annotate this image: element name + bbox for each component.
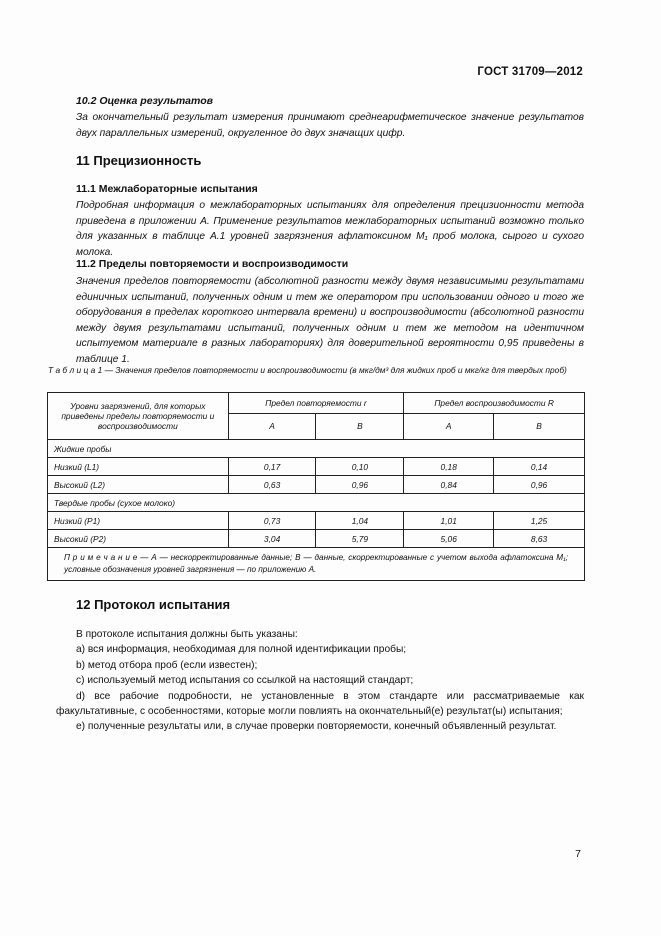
list-intro: В протоколе испытания должны быть указаны: — [76, 629, 298, 640]
cell: 1,25 — [494, 512, 585, 530]
table-note: П р и м е ч а н и е — А — нескорректированные данные; В — данные, скорректированные с учетом выхода афлатоксина M₁; условные обозначения уровней загрязнения — по приложению А. — [48, 548, 585, 581]
cell: 5,06 — [404, 530, 494, 548]
section-10-2-text: За окончательный результат измерения принимают среднеарифметическое значение результатов двух параллельных измерений, округленное до двух значащих цифр. — [76, 112, 584, 139]
subheader-a: A — [404, 413, 494, 439]
subheader-a: A — [228, 413, 316, 439]
list-item: d) все рабочие подробности, не установленные в этом стандарте или рассматриваемые как факультативные, с особенностями, которые могли повлиять на окончательный(е) результат(ы) испытания; — [56, 690, 584, 718]
cell: 0,96 — [494, 476, 585, 494]
cell: 0,14 — [494, 458, 585, 476]
subheader-b: B — [316, 413, 404, 439]
document-header: ГОСТ 31709—2012 — [477, 66, 583, 78]
group-liquid: Жидкие пробы — [48, 440, 585, 458]
row-label: Низкий (P1) — [48, 512, 229, 530]
header-reproducibility: Предел воспроизводимости R — [404, 393, 585, 414]
protocol-list — [56, 627, 584, 735]
list-item: a) вся информация, необходимая для полной идентификации пробы; — [76, 644, 407, 656]
row-label: Высокий (P2) — [48, 530, 229, 548]
section-12-heading: 12 Протокол испытания — [76, 597, 231, 612]
cell: 0,96 — [316, 476, 404, 494]
list-item: c) используемый метод испытания со ссылкой на настоящий стандарт; — [76, 675, 414, 687]
list-item: e) полученные результаты или, в случае проверки повторяемости, конечный объявленный результат. — [76, 721, 557, 733]
table-row — [48, 458, 585, 476]
cell: 0,10 — [316, 458, 404, 476]
list-item: b) метод отбора проб (если известен); — [76, 659, 258, 671]
row-label: Высокий (L2) — [48, 476, 229, 494]
section-11-2-heading: 11.2 Пределы повторяемости и воспроизводимости — [76, 258, 349, 270]
cell: 1,04 — [316, 512, 404, 530]
table-row — [48, 512, 585, 530]
table-row — [48, 530, 585, 548]
section-11-heading: 11 Прецизионность — [76, 153, 202, 168]
header-repeatability: Предел повторяемости r — [228, 393, 404, 414]
cell: 0,84 — [404, 476, 494, 494]
precision-table — [47, 392, 585, 581]
section-11-1-heading: 11.1 Межлабораторные испытания — [76, 183, 258, 195]
cell: 3,04 — [228, 530, 316, 548]
cell: 0,73 — [228, 512, 316, 530]
cell: 0,18 — [404, 458, 494, 476]
subheader-b: B — [494, 413, 585, 439]
section-10-2-heading: 10.2 Оценка результатов — [76, 95, 213, 107]
cell: 0,17 — [228, 458, 316, 476]
table-caption: Т а б л и ц а 1 — Значения пределов повторяемости и воспроизводимости (в мкг/дм³ для жидких проб и мкг/кг для твердых проб) — [48, 365, 567, 375]
cell: 0,63 — [228, 476, 316, 494]
table-row — [48, 476, 585, 494]
cell: 5,79 — [316, 530, 404, 548]
group-solid: Твердые пробы (сухое молоко) — [48, 494, 585, 512]
cell: 8,63 — [494, 530, 585, 548]
header-level: Уровни загрязнений, для которых приведены пределы повторяемости и воспроизводимости — [48, 393, 229, 440]
row-label: Низкий (L1) — [48, 458, 229, 476]
cell: 1,01 — [404, 512, 494, 530]
section-11-1-text: Подробная информация о межлабораторных испытаниях для определения прецизионности метода приведена в приложении А. Применение результатов межлабораторных испытаний возможно только для указанных в таблице А.1 уровней загрязнения афлатоксином M₁ проб молока, сырого и сухого молока. — [76, 200, 584, 258]
section-11-2-text: Значения пределов повторяемости (абсолютной разности между двумя независимыми результатами единичных испытаний, полученных одним и тем же оператором при использовании одного и того же оборудования в пределах короткого интервала времени) и воспроизводимости (абсолютной разности между двумя результатами испытаний, полученных одним и тем же методом на идентичном испытуемом материале в разных лабораториях) для доверительной вероятности 0,95 приведены в таблице 1. — [76, 276, 584, 365]
page-number: 7 — [575, 848, 581, 860]
